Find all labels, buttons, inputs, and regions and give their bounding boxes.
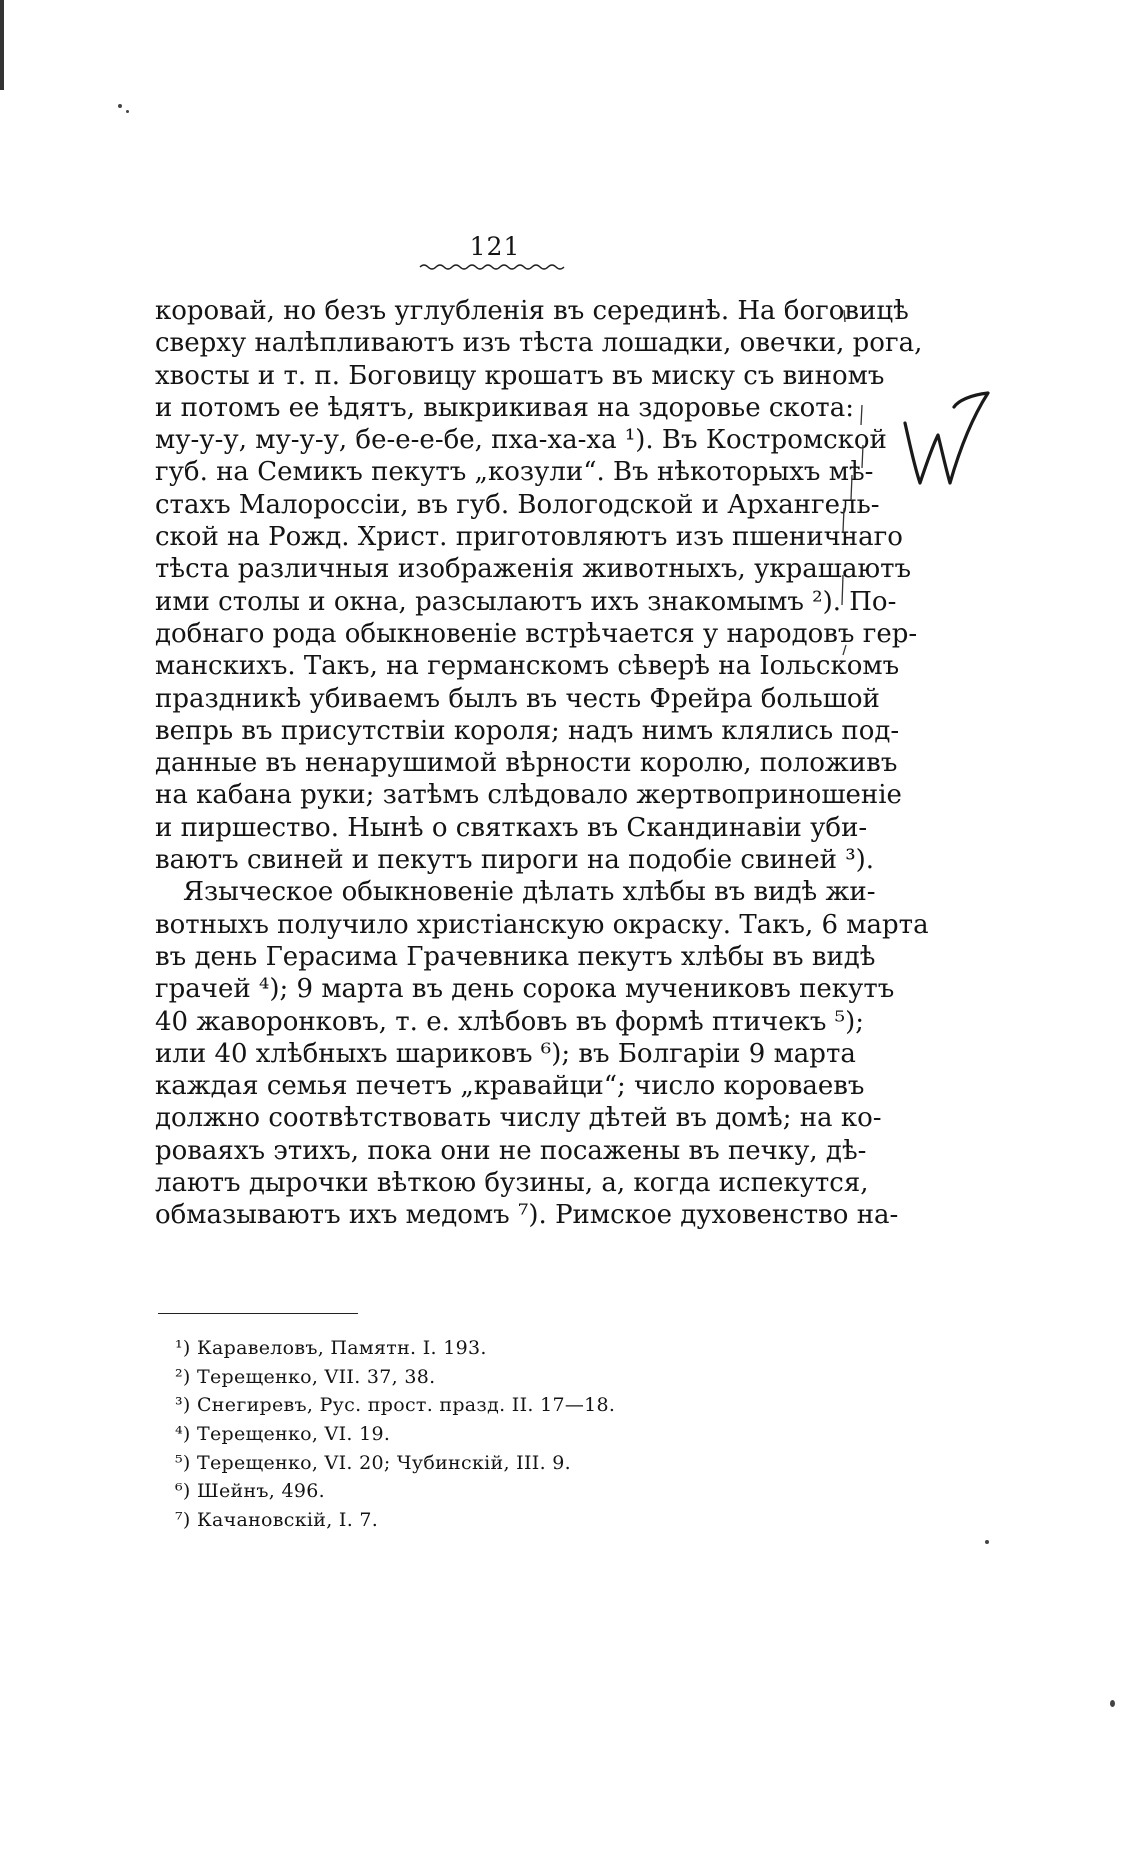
footnote: ³) Снегиревъ, Рус. прост. празд. II. 17—18. xyxy=(175,1394,616,1417)
page-number-ornament xyxy=(420,262,564,272)
body-line: му-у-у, му-у-у, бе-е-е-бе, пха-ха-ха ¹). Въ Костромской xyxy=(155,425,887,456)
body-line: вепрь въ присутствіи короля; надъ нимъ клялись под- xyxy=(155,715,900,746)
margin-pencil-marks xyxy=(840,300,870,700)
body-line: манскихъ. Такъ, на германскомъ сѣверѣ на Іольскомъ xyxy=(155,651,900,682)
body-line: сверху налѣпливаютъ изъ тѣста лошадки, овечки, рога, xyxy=(155,328,923,359)
scan-edge-mark xyxy=(0,0,4,90)
body-line: губ. на Семикъ пекутъ „козули“. Въ нѣкоторыхъ мѣ- xyxy=(155,457,874,488)
footnote: ⁶) Шейнъ, 496. xyxy=(175,1480,325,1503)
body-line: Языческое обыкновеніе дѣлать хлѣбы въ видѣ жи- xyxy=(183,877,876,908)
body-line: роваяхъ этихъ, пока они не посажены въ печку, дѣ- xyxy=(155,1135,867,1166)
body-line: стахъ Малороссіи, въ губ. Вологодской и Архангель- xyxy=(155,489,880,520)
body-line: хвосты и т. п. Боговицу крошатъ въ миску съ виномъ xyxy=(155,360,885,391)
body-line: лаютъ дырочки вѣткою бузины, а, когда испекутся, xyxy=(155,1168,869,1199)
footnote-separator xyxy=(158,1313,358,1314)
body-line: должно соотвѣтствовать числу дѣтей въ домѣ; на ко- xyxy=(155,1103,882,1134)
footnote: ⁵) Терещенко, VI. 20; Чубинскій, III. 9. xyxy=(175,1451,571,1474)
body-line: ской на Рожд. Христ. приготовляютъ изъ пшеничнаго xyxy=(155,522,903,553)
page-number: 121 xyxy=(469,232,521,261)
body-line: коровай, но безъ углубленія въ серединѣ. На боговицѣ xyxy=(155,296,909,326)
body-line: и потомъ ее ѣдятъ, выкрикивая на здоровье скота: xyxy=(155,392,854,423)
scan-speck xyxy=(118,104,122,108)
body-line: 40 жаворонковъ, т. е. хлѣбовъ въ формѣ птичекъ ⁵); xyxy=(155,1006,864,1037)
body-line: и пиршество. Нынѣ о святкахъ въ Скандинавіи уби- xyxy=(155,812,868,843)
body-line: обмазываютъ ихъ медомъ ⁷). Римское духовенство на- xyxy=(155,1200,899,1231)
footnotes xyxy=(175,1334,775,1535)
scan-speck xyxy=(126,110,129,113)
body-line: или 40 хлѣбныхъ шариковъ ⁶); въ Болгаріи 9 марта xyxy=(155,1038,856,1069)
body-line: ваютъ свиней и пекутъ пироги на подобіе свиней ³). xyxy=(155,845,875,876)
footnote: ⁷) Качановскій, I. 7. xyxy=(175,1509,379,1532)
footnote: ¹) Каравеловъ, Памятн. I. 193. xyxy=(175,1337,487,1359)
body-line: добнаго рода обыкновеніе встрѣчается у народовъ гер- xyxy=(155,618,918,649)
body-line: въ день Герасима Грачевника пекутъ хлѣбы въ видѣ xyxy=(155,941,876,972)
scan-speck xyxy=(985,1540,989,1544)
footnote: ²) Терещенко, VII. 37, 38. xyxy=(175,1365,436,1388)
body-line: вотныхъ получило христіанскую окраску. Такъ, 6 марта xyxy=(155,909,929,940)
scan-speck xyxy=(1110,1700,1115,1707)
body-line: тѣста различныя изображенія животныхъ, украшаютъ xyxy=(155,554,912,585)
body-line: грачей ⁴); 9 марта въ день сорока мучениковъ пекутъ xyxy=(155,974,895,1005)
body-line: каждая семья печетъ „кравайци“; число короваевъ xyxy=(155,1071,865,1102)
body-text xyxy=(155,295,929,1232)
body-line: праздникѣ убиваемъ былъ въ честь Фрейра большой xyxy=(155,683,880,714)
handwritten-w-mark-icon xyxy=(900,385,995,490)
body-line: на кабана руки; затѣмъ слѣдовало жертвоприношеніе xyxy=(155,780,902,811)
body-line: данные въ ненарушимой вѣрности королю, положивъ xyxy=(155,748,898,779)
footnote: ⁴) Терещенко, VI. 19. xyxy=(175,1423,391,1446)
body-line: ими столы и окна, разсылаютъ ихъ знакомымъ ²). По- xyxy=(155,586,897,617)
